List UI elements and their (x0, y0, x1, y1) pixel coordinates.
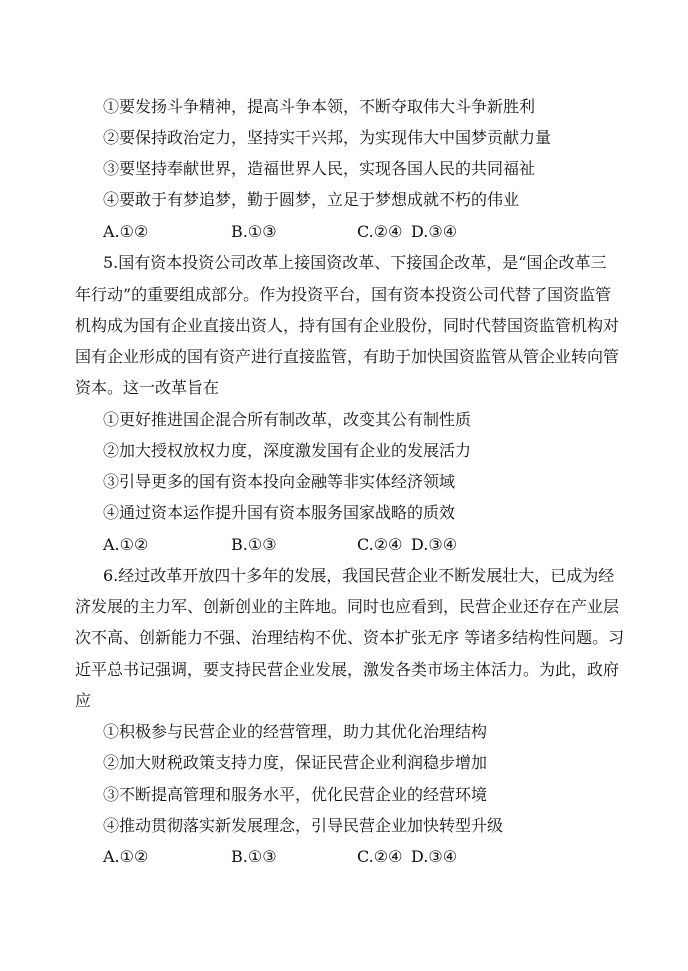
choice-d: D.③④ (411, 847, 458, 866)
choice-c: C.②④ (357, 847, 403, 866)
question-stem: 近平总书记强调，要支持民营企业发展，激发各类市场主体活力。为此，政府 (75, 660, 620, 679)
option-text: ②加大授权放权力度，深度激发国有企业的发展活力 (103, 441, 472, 460)
option-text: ③不断提高管理和服务水平，优化民营企业的经营环境 (103, 785, 488, 804)
option-text: ①更好推进国企混合所有制改革，改变其公有制性质 (103, 410, 472, 429)
choice-a: A.①② (103, 535, 149, 554)
choice-b: B.①③ (231, 847, 277, 866)
question-stem: 年行动”的重要组成部分。作为投资平台，国有资本投资公司代替了国资监管 (75, 285, 612, 304)
option-text: ②要保持政治定力，坚持实干兴邦，为实现伟大中国梦贡献力量 (103, 128, 552, 147)
option-text: ③要坚持奉献世界，造福世界人民，实现各国人民的共同福祉 (103, 159, 536, 178)
question-stem: 国有企业形成的国有资产进行直接监管，有助于加快国资监管从管企业转向管 (75, 347, 620, 366)
choice-b: B.①③ (231, 222, 277, 241)
option-text: ④推动贯彻落实新发展理念，引导民营企业加快转型升级 (103, 816, 504, 835)
choice-b: B.①③ (231, 535, 277, 554)
option-text: ①积极参与民营企业的经营管理，助力其优化治理结构 (103, 722, 488, 741)
choice-a: A.①② (103, 847, 149, 866)
question-stem: 次不高、创新能力不强、治理结构不优、资本扩张无序 等诸多结构性问题。习 (75, 628, 625, 647)
choice-a: A.①② (103, 222, 149, 241)
question-stem: 济发展的主力军、创新创业的主阵地。同时也应看到，民营企业还存在产业层 (75, 597, 620, 616)
option-text: ②加大财税政策支持力度，保证民营企业利润稳步增加 (103, 753, 488, 772)
choice-d: D.③④ (411, 222, 458, 241)
question-stem: 应 (75, 691, 92, 710)
question-stem: 5.国有资本投资公司改革上接国资改革、下接国企改革，是“国企改革三 (103, 253, 607, 272)
question-stem: 6.经过改革开放四十多年的发展，我国民营企业不断发展壮大，已成为经 (103, 566, 615, 585)
question-stem: 机构成为国有企业直接出资人，持有国有企业股份，同时代替国资监管机构对 (75, 316, 620, 335)
option-text: ③引导更多的国有资本投向金融等非实体经济领域 (103, 472, 456, 491)
option-text: ①要发扬斗争精神，提高斗争本领，不断夺取伟大斗争新胜利 (103, 97, 536, 116)
question-stem: 资本。这一改革旨在 (75, 378, 220, 397)
choice-c: C.②④ (357, 222, 403, 241)
option-text: ④通过资本运作提升国有资本服务国家战略的质效 (103, 503, 456, 522)
choice-d: D.③④ (411, 535, 458, 554)
choice-c: C.②④ (357, 535, 403, 554)
option-text: ④要敢于有梦追梦，勤于圆梦，立足于梦想成就不朽的伟业 (103, 190, 520, 209)
